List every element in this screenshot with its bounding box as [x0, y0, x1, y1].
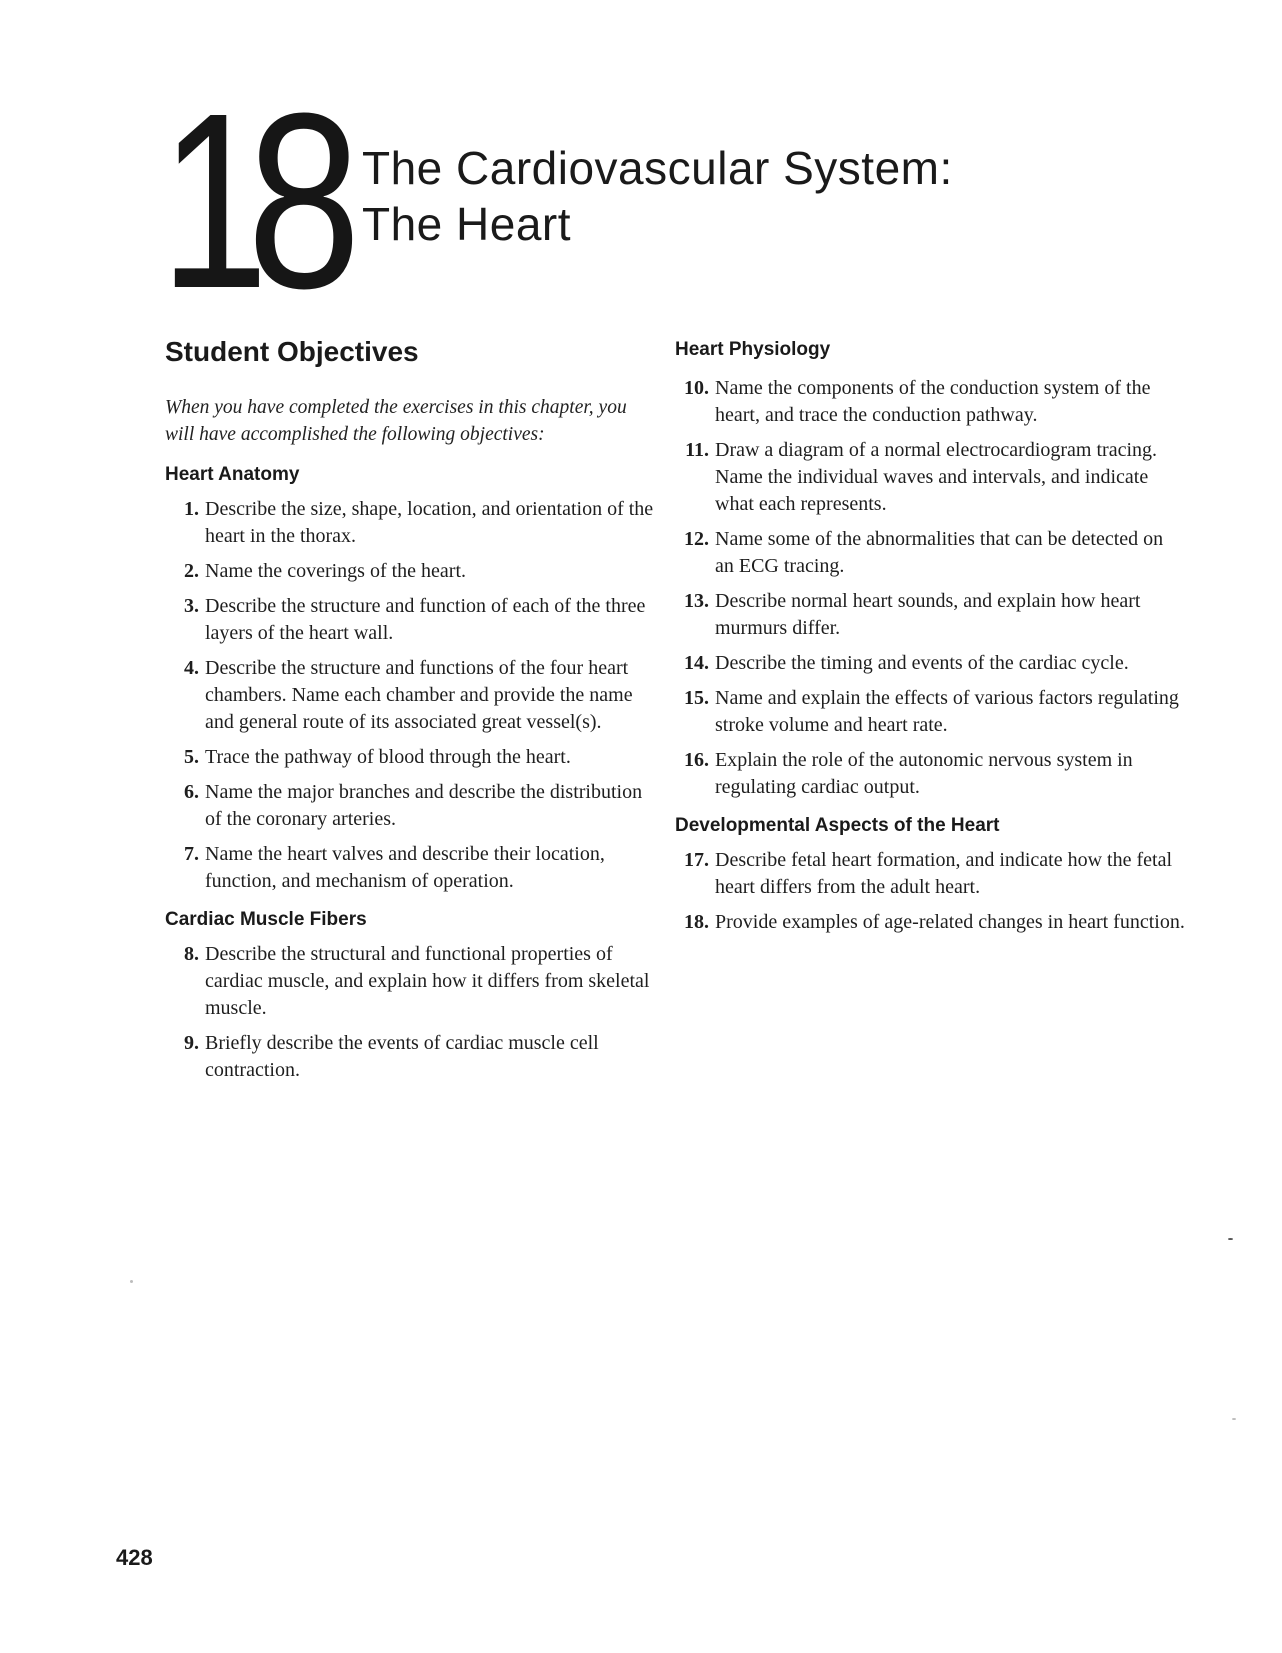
- chapter-title-line-1: The Cardiovascular System:: [362, 142, 953, 194]
- objective-item: 11. Draw a diagram of a normal electrocardiogram tracing. Name the individual waves and intervals, and indicate what each represents.: [685, 439, 1158, 515]
- objective-item: 7. Name the heart valves and describe their location, function, and mechanism of operation.: [184, 843, 605, 892]
- chapter-number-digit-1: 1: [160, 61, 252, 340]
- section-heading-developmental-aspects: Developmental Aspects of the Heart: [675, 815, 1000, 836]
- chapter-number-digit-2: 8: [247, 61, 344, 340]
- objective-item: 5. Trace the pathway of blood through the heart.: [184, 746, 571, 768]
- objective-item: 16. Explain the role of the autonomic nervous system in regulating cardiac output.: [684, 749, 1133, 798]
- objective-item: 8. Describe the structural and functional properties of cardiac muscle, and explain how it differs from skeletal muscle.: [184, 943, 650, 1019]
- section-heading-cardiac-muscle-fibers: Cardiac Muscle Fibers: [165, 909, 367, 930]
- heart-physiology-list: [675, 375, 1185, 801]
- right-column: [675, 336, 1185, 950]
- chapter-title: [362, 140, 953, 252]
- scan-speckle: [1228, 1238, 1233, 1240]
- section-heading-heart-anatomy: Heart Anatomy: [165, 464, 300, 485]
- objective-item: 12. Name some of the abnormalities that can be detected on an ECG tracing.: [684, 528, 1164, 577]
- left-column: [165, 336, 655, 1098]
- objective-item: 10. Name the components of the conduction system of the heart, and trace the conduction pathway.: [684, 377, 1151, 426]
- developmental-aspects-list: [675, 847, 1185, 936]
- objectives-heading: Student Objectives: [165, 336, 419, 367]
- section-heading-heart-physiology: Heart Physiology: [675, 339, 831, 360]
- objective-item: 14. Describe the timing and events of the cardiac cycle.: [684, 652, 1129, 674]
- chapter-title-line-2: The Heart: [362, 198, 572, 250]
- chapter-number: [160, 61, 364, 340]
- objective-item: 18. Provide examples of age-related changes in heart function.: [684, 911, 1185, 933]
- objective-item: 9. Briefly describe the events of cardiac muscle cell contraction.: [184, 1032, 599, 1081]
- objective-item: 2. Name the coverings of the heart.: [184, 560, 467, 582]
- objective-item: 15. Name and explain the effects of various factors regulating stroke volume and heart rate.: [684, 687, 1179, 736]
- page-number: 428: [116, 1545, 153, 1570]
- scan-speckle: [130, 1280, 133, 1283]
- objective-item: 4. Describe the structure and functions of the four heart chambers. Name each chamber and provide the name and general route of its associated great vessel(s).: [184, 657, 633, 733]
- objective-item: 3. Describe the structure and function of each of the three layers of the heart wall.: [184, 595, 646, 644]
- objective-item: 17. Describe fetal heart formation, and indicate how the fetal heart differs from the adult heart.: [684, 849, 1173, 898]
- objective-item: 13. Describe normal heart sounds, and explain how heart murmurs differ.: [684, 590, 1141, 639]
- heart-anatomy-list: [165, 496, 655, 895]
- objective-item: 6. Name the major branches and describe the distribution of the coronary arteries.: [184, 781, 643, 830]
- cardiac-muscle-fibers-list: [165, 941, 655, 1084]
- objective-item: 1. Describe the size, shape, location, and orientation of the heart in the thorax.: [184, 498, 654, 547]
- objectives-intro: When you have completed the exercises in this chapter, you will have accomplished the following objectives:: [165, 397, 627, 445]
- scan-speckle: [1232, 1418, 1236, 1420]
